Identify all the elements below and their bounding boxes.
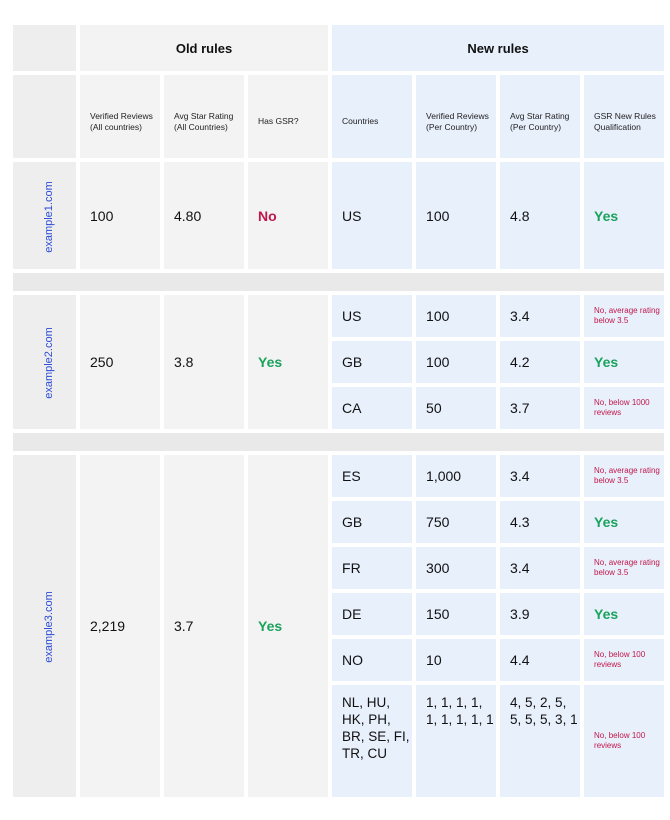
corner-cell-2: [13, 75, 76, 158]
corner-cell: [13, 25, 76, 71]
new-rules-header: New rules: [332, 25, 664, 71]
row-spacer: [13, 433, 664, 451]
qualification: Yes: [584, 162, 664, 269]
country: NL, HU, HK, PH, BR, SE, FI, TR, CU: [332, 685, 412, 797]
col-verified-reviews-country: Verified Reviews (Per Country): [416, 75, 496, 158]
qualification: Yes: [584, 501, 664, 543]
has-gsr: Yes: [248, 295, 328, 429]
qualification: No, average rating below 3.5: [584, 547, 664, 589]
verified-reviews-all: 250: [80, 295, 160, 429]
country-rating: 3.4: [500, 455, 580, 497]
col-has-gsr: Has GSR?: [248, 75, 328, 158]
col-avg-rating-all: Avg Star Rating (All Countries): [164, 75, 244, 158]
verified-reviews-all: 100: [80, 162, 160, 269]
country: FR: [332, 547, 412, 589]
country: NO: [332, 639, 412, 681]
country: CA: [332, 387, 412, 429]
col-gsr-qualification: GSR New Rules Qualification: [584, 75, 664, 158]
country-reviews: 750: [416, 501, 496, 543]
country: ES: [332, 455, 412, 497]
qualification: No, average rating below 3.5: [584, 295, 664, 337]
country-reviews: 100: [416, 295, 496, 337]
avg-rating-all: 3.7: [164, 455, 244, 797]
site-cell: [13, 455, 76, 797]
country-rating: 4.8: [500, 162, 580, 269]
col-countries: Countries: [332, 75, 412, 158]
verified-reviews-all: 2,219: [80, 455, 160, 797]
gsr-comparison-table: [9, 21, 668, 801]
old-rules-header: Old rules: [80, 25, 328, 71]
country-rating: 4.4: [500, 639, 580, 681]
site-name: example2.com: [42, 327, 55, 399]
has-gsr: Yes: [248, 455, 328, 797]
country: US: [332, 295, 412, 337]
avg-rating-all: 3.8: [164, 295, 244, 429]
site-cell: [13, 162, 76, 269]
country-reviews: 1,000: [416, 455, 496, 497]
col-verified-reviews-all: Verified Reviews (All countries): [80, 75, 160, 158]
country-reviews: 10: [416, 639, 496, 681]
comparison-table-wrapper: [13, 25, 659, 797]
country: GB: [332, 501, 412, 543]
country-rating: 4.2: [500, 341, 580, 383]
row-spacer: [13, 273, 664, 291]
country-rating: 4, 5, 2, 5, 5, 5, 5, 3, 1: [500, 685, 580, 797]
country-reviews: 100: [416, 162, 496, 269]
country-rating: 3.4: [500, 547, 580, 589]
country-rating: 4.3: [500, 501, 580, 543]
site-name: example3.com: [42, 591, 55, 663]
country-reviews: 50: [416, 387, 496, 429]
qualification: No, below 1000 reviews: [584, 387, 664, 429]
country-reviews: 300: [416, 547, 496, 589]
site-cell: [13, 295, 76, 429]
country-rating: 3.4: [500, 295, 580, 337]
qualification: No, below 100 reviews: [584, 685, 664, 797]
has-gsr: No: [248, 162, 328, 269]
country: US: [332, 162, 412, 269]
country: GB: [332, 341, 412, 383]
table-row: [13, 162, 664, 269]
site-name: example1.com: [42, 180, 55, 253]
qualification: No, average rating below 3.5: [584, 455, 664, 497]
country-reviews: 100: [416, 341, 496, 383]
qualification: No, below 100 reviews: [584, 639, 664, 681]
avg-rating-all: 4.80: [164, 162, 244, 269]
table-row: [13, 295, 664, 337]
qualification: Yes: [584, 593, 664, 635]
qualification: Yes: [584, 341, 664, 383]
country: DE: [332, 593, 412, 635]
table-row: [13, 455, 664, 497]
country-rating: 3.7: [500, 387, 580, 429]
country-reviews: 1, 1, 1, 1, 1, 1, 1, 1, 1: [416, 685, 496, 797]
country-rating: 3.9: [500, 593, 580, 635]
col-avg-rating-country: Avg Star Rating (Per Country): [500, 75, 580, 158]
country-reviews: 150: [416, 593, 496, 635]
